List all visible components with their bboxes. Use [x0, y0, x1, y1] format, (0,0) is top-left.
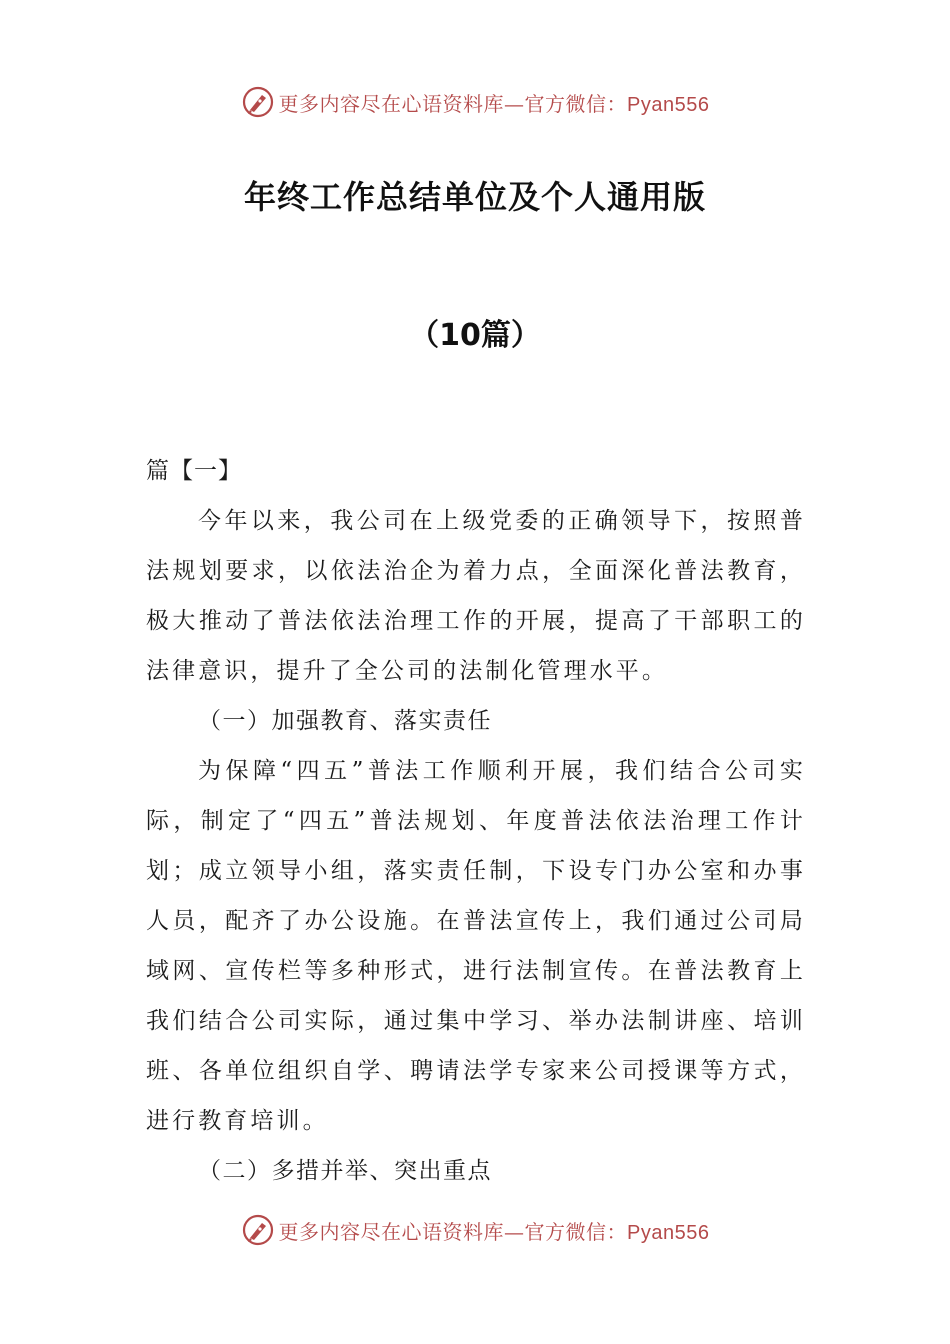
- intro-paragraph: 今年以来，我公司在上级党委的正确领导下，按照普法规划要求，以依法治企为着力点，全面深化普法教育，极大推动了普法依法治理工作的开展，提高了干部职工的法律意识，提升了全公司的法制化管理水平。: [146, 508, 806, 684]
- document-subtitle: （10篇）: [409, 318, 541, 353]
- footer-watermark-banner: [0, 1208, 950, 1252]
- section-heading-2: （二）多措并举、突出重点: [198, 1158, 492, 1184]
- document-body: [146, 446, 806, 1196]
- header-watermark-banner: [0, 80, 950, 124]
- watermark-slogan: 更多内容尽在心语资料库—官方微信：: [278, 1219, 628, 1244]
- section-label: 篇【一】: [146, 458, 242, 484]
- watermark-wechat-id: Pyan556: [627, 1221, 710, 1244]
- watermark-text: [279, 1216, 710, 1245]
- section-heading-1: （一）加强教育、落实责任: [198, 708, 492, 734]
- pen-nib-icon: [241, 85, 275, 119]
- watermark-wechat-id: Pyan556: [627, 93, 710, 116]
- document-title: 年终工作总结单位及个人通用版: [243, 178, 706, 216]
- section-1-paragraph: 为保障“四五”普法工作顺利开展，我们结合公司实际，制定了“四五”普法规划、年度普法依法治理工作计划；成立领导小组，落实责任制，下设专门办公室和办事人员，配齐了办公设施。在普法宣传上，我们通过公司局域网、宣传栏等多种形式，进行法制宣传。在普法教育上我们结合公司实际，通过集中学习、举办法制讲座、培训班、各单位组织自学、聘请法学专家来公司授课等方式，进行教育培训。: [146, 758, 806, 1134]
- pen-nib-icon: [241, 1213, 275, 1247]
- watermark-text: [279, 88, 710, 117]
- watermark-slogan: 更多内容尽在心语资料库—官方微信：: [278, 91, 628, 116]
